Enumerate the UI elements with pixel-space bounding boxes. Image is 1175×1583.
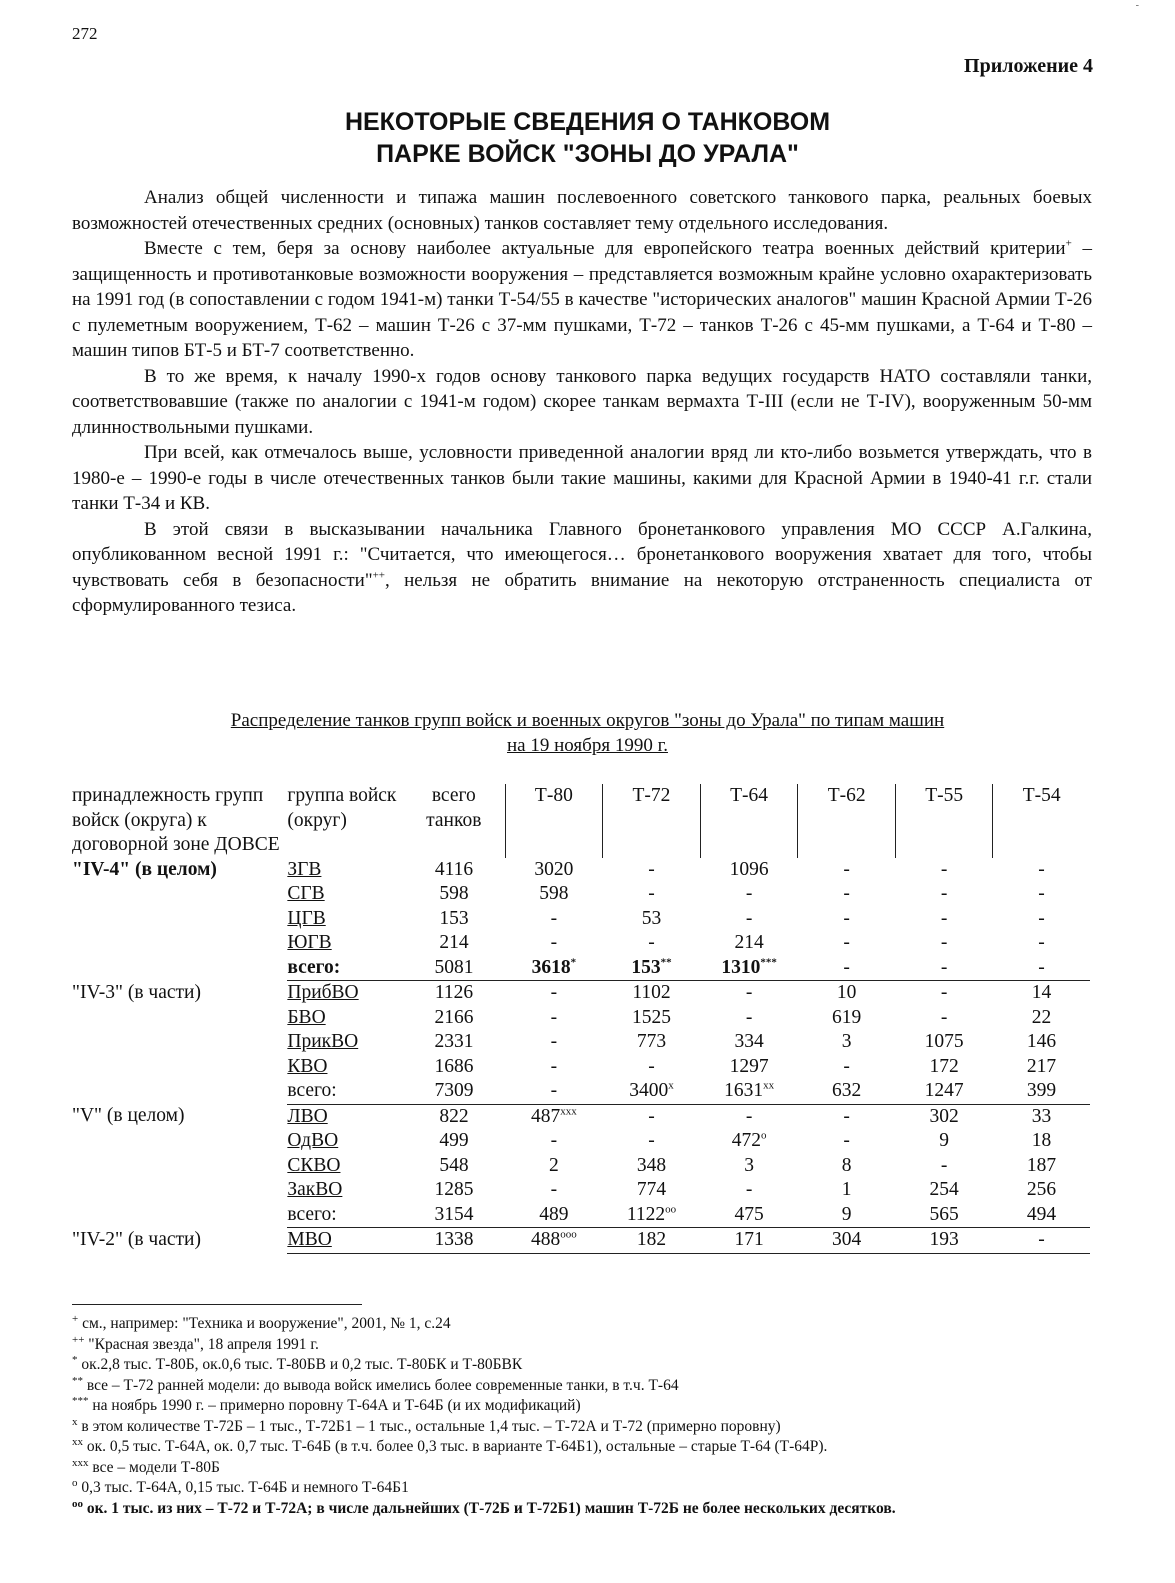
- t72-value: 1102: [632, 982, 671, 1003]
- footnote-text: в этом количестве Т-72Б – 1 тыс., Т-72Б1 – 1 тыс., остальные 1,4 тыс. – Т-72А и Т-72 (примерно поровну): [77, 1417, 781, 1435]
- paragraph-5-text-a: В этой связи в высказывании начальника Главного бронетанкового управления МО СССР А.Галкина, опубликованном весной 1991 г.: "Считается, что имеющегося… бронетанкового вооружения хватает для того, чтобы чувствовать себя в безопасности": [72, 518, 1092, 591]
- group-name: СГВ: [287, 883, 325, 904]
- t55-value: 1247: [895, 1079, 993, 1104]
- t80-value: 3020: [534, 858, 574, 880]
- footnote: [72, 1499, 1112, 1520]
- footnote-text: на ноябрь 1990 г. – примерно поровну Т-64А и Т-64Б (и их модификаций): [88, 1397, 581, 1414]
- t54-value: 14: [1031, 982, 1052, 1003]
- t64-value: 1310***: [700, 956, 798, 981]
- zone-label: [72, 1154, 287, 1179]
- total-value: 153: [439, 907, 469, 929]
- t62-value: 632: [798, 1079, 896, 1104]
- t80-value: -: [550, 932, 558, 953]
- total-value: 5081: [403, 956, 505, 981]
- paragraph-2-text-b: – защищенность и противотанковые возможности вооружения – представляется возможным крайне условно охарактеризовать на 1991 год (в сопоставлении с годом 1941-м) танки Т-54/55 в качестве "исторических аналогов" машин Красной Армии Т-26 с пулеметным вооружением, Т-62 – машин Т-26 с 37-мм пушками, Т-72 – танков Т-26 с 45-мм пушками, а Т-64 и Т-80 – машин типов БТ-5 и БТ-7 соответственно.: [72, 238, 1092, 361]
- zone-label: [72, 1055, 287, 1080]
- t54-value: 22: [1031, 1006, 1052, 1028]
- t54-value: 494: [993, 1203, 1090, 1228]
- t80-value: 487$^{xxx}$: [531, 1105, 577, 1127]
- t54-value: 18: [1031, 1130, 1052, 1151]
- total-value: 7309: [403, 1079, 505, 1104]
- t80-value: -: [550, 1055, 558, 1077]
- group-name: ЛВО: [287, 1105, 328, 1127]
- t72-value: -: [648, 883, 655, 904]
- t80-value: -: [550, 1179, 558, 1200]
- table-sum-row: [72, 1079, 1090, 1104]
- t64-value: 171: [700, 1228, 798, 1254]
- t54-value: -: [993, 956, 1090, 981]
- footnote-text: "Красная звезда", 18 апреля 1991 г.: [84, 1335, 319, 1353]
- t54-value: -: [993, 1228, 1090, 1254]
- t62-value: -: [798, 956, 896, 981]
- header-t62: Т-62: [798, 784, 896, 858]
- zone-label: [72, 1030, 287, 1055]
- group-name: БВО: [287, 1006, 326, 1028]
- header-t54: Т-54: [993, 784, 1090, 858]
- footnote-mark: ***: [72, 1394, 89, 1407]
- zone-label: [72, 1129, 287, 1154]
- t62-value: 9: [798, 1203, 896, 1228]
- group-name: СКВО: [287, 1154, 341, 1176]
- t62-value: 304: [798, 1228, 896, 1254]
- footnote: [72, 1417, 1112, 1438]
- zone-label: [72, 882, 287, 907]
- zone-label: [72, 1178, 287, 1203]
- table-footnote-mark: ***: [760, 956, 777, 968]
- group-name: ЗГВ: [287, 858, 322, 880]
- table-row: [72, 1055, 1090, 1080]
- footnote: [72, 1314, 1112, 1335]
- header-t72: Т-72: [603, 784, 701, 858]
- t72-value: -: [648, 932, 655, 953]
- t55-value: 9: [939, 1130, 950, 1151]
- zone-label: "IV-2" (в части): [72, 1228, 201, 1250]
- t55-value: 172: [929, 1055, 959, 1077]
- footnote-separator: [72, 1304, 362, 1305]
- group-name: МВО: [287, 1228, 403, 1254]
- total-value: 1686: [434, 1055, 474, 1077]
- t80-value: 489: [505, 1203, 603, 1228]
- paragraph-2: [72, 236, 1092, 364]
- footnote-text: 0,3 тыс. Т-64А, 0,15 тыс. Т-64Б и немного Т-64Б1: [77, 1479, 409, 1496]
- header-zone: принадлежность групп войск (округа) к договорной зоне ДОВСЕ: [72, 785, 280, 855]
- table-footnote-mark: x: [668, 1079, 674, 1092]
- table-row: [72, 1228, 1090, 1254]
- footnote-mark: *: [72, 1353, 78, 1366]
- t80-value: -: [550, 1006, 558, 1028]
- footnote-mark: x: [72, 1415, 78, 1428]
- table-footnote-mark: **: [660, 956, 672, 968]
- table-row: [72, 1178, 1090, 1203]
- footnote-mark: ++: [72, 1333, 85, 1346]
- t64-value: -: [745, 907, 753, 929]
- total-value: 2331: [434, 1031, 474, 1052]
- t72-value: 153**: [603, 956, 701, 981]
- table-footnote-mark: oo: [665, 1203, 677, 1215]
- zone-label: [72, 931, 287, 956]
- footnote-ref-plusplus: ++: [372, 569, 385, 582]
- table-caption-line-1: Распределение танков групп войск и военных округов "зоны до Урала" по типам машин: [230, 710, 945, 731]
- page-number: 272: [72, 24, 98, 43]
- footnote-mark: **: [72, 1374, 83, 1387]
- t72-value: 182: [603, 1228, 701, 1254]
- total-label: всего:: [287, 956, 403, 981]
- footnote-mark: xx: [72, 1435, 83, 1448]
- t64-value: -: [745, 1179, 753, 1200]
- zone-label: "IV-3" (в части): [72, 981, 201, 1003]
- total-value: 4116: [434, 858, 474, 880]
- table-caption-line-2: на 19 ноября 1990 г.: [507, 735, 668, 756]
- title-line-1: НЕКОТОРЫЕ СВЕДЕНИЯ О ТАНКОВОМ: [344, 108, 831, 136]
- zone-label: [72, 1203, 287, 1228]
- table-row: [72, 882, 1090, 907]
- t64-value: -: [745, 883, 753, 904]
- table-sum-row: [72, 1203, 1090, 1228]
- table-row: [72, 1104, 1090, 1129]
- t72-value: -: [648, 1105, 655, 1127]
- group-name: ПрибВО: [287, 982, 359, 1003]
- footnote-mark: oo: [72, 1497, 83, 1510]
- table-footnote-mark: *: [570, 956, 577, 968]
- t55-value: 565: [895, 1203, 993, 1228]
- table-header-row: [72, 784, 1090, 858]
- paragraph-5-text-b: , нельзя не обратить внимание на некоторую отстраненность специалиста от сформулированного тезиса.: [72, 569, 1092, 616]
- title-line-2: ПАРКЕ ВОЙСК "ЗОНЫ ДО УРАЛА": [376, 140, 799, 168]
- t55-value: 254: [929, 1179, 959, 1200]
- total-value: 2166: [434, 1006, 474, 1028]
- group-name: ОдВО: [287, 1130, 339, 1151]
- t64-value: 3: [744, 1154, 754, 1176]
- footnote: [72, 1376, 1112, 1397]
- t54-value: 256: [1026, 1179, 1057, 1200]
- footnote-text: все – модели Т-80Б: [88, 1458, 220, 1476]
- t72-value: $1122^{oo}$: [603, 1203, 701, 1228]
- t54-value: 187: [1026, 1154, 1057, 1176]
- t62-value: 8: [841, 1154, 852, 1176]
- t62-value: 3: [841, 1031, 852, 1052]
- zone-label: "IV-4" (в целом): [72, 858, 217, 880]
- footnote: [72, 1396, 1112, 1417]
- total-value: 1338: [403, 1228, 505, 1254]
- group-name: ПрикВО: [287, 1031, 359, 1052]
- header-t55: Т-55: [895, 784, 993, 858]
- t55-value: -: [895, 956, 993, 981]
- t72-value: 774: [636, 1179, 667, 1200]
- t62-value: -: [843, 1055, 850, 1077]
- group-name: ЦГВ: [287, 907, 326, 929]
- t55-value: 302: [929, 1105, 959, 1127]
- table-footnote-mark: o: [760, 1129, 767, 1142]
- footnote-text: ок. 0,5 тыс. Т-64А, ок. 0,7 тыс. Т-64Б (в т.ч. более 0,3 тыс. в варианте Т-64Б1), остальные – старые Т-64 (Т-64Р).: [83, 1438, 828, 1455]
- zone-label: [72, 1079, 287, 1104]
- footnote: [72, 1437, 1112, 1458]
- t55-value: -: [940, 1006, 948, 1028]
- t54-value: -: [1038, 907, 1045, 929]
- table-caption: [0, 708, 1175, 758]
- t55-value: -: [940, 907, 948, 929]
- paragraph-1: Анализ общей численности и типажа машин послевоенного советского танкового парка, реальных боевых возможностей отечественных средних (основных) танков составляет тему отдельного исследования.: [72, 187, 1092, 234]
- t55-value: -: [940, 932, 948, 953]
- tank-distribution-table: [72, 784, 1090, 1254]
- footnote-text: ок.2,8 тыс. Т-80Б, ок.0,6 тыс. Т-80БВ и 0,2 тыс. Т-80БК и Т-80БВК: [77, 1356, 523, 1373]
- total-value: 3154: [403, 1203, 505, 1228]
- table-row: [72, 907, 1090, 932]
- zone-label: [72, 956, 287, 981]
- t72-value: -: [648, 858, 655, 880]
- header-total: всего танков: [426, 785, 482, 831]
- paragraph-3: В то же время, к началу 1990-х годов основу танкового парка ведущих государств НАТО составляли танки, соответствовавшие (также по аналогии с 1941-м годом) скорее танкам вермахта Т-III (если не Т-IV), вооруженным 50-мм длинноствольными пушками.: [72, 365, 1092, 438]
- footnote-text: все – Т-72 ранней модели: до вывода войск имелись более современные танки, в т.ч. Т-64: [83, 1376, 679, 1394]
- t80-value: 598: [539, 883, 569, 904]
- group-name: КВО: [287, 1055, 328, 1077]
- t54-value: -: [1038, 932, 1045, 953]
- t80-value: -: [505, 1079, 603, 1104]
- t80-value: -: [550, 1031, 558, 1052]
- footnote: [72, 1355, 1112, 1376]
- t62-value: -: [843, 932, 850, 953]
- t80-value: -: [550, 907, 558, 929]
- total-value: 1285: [434, 1179, 474, 1200]
- header-t64: Т-64: [700, 784, 798, 858]
- t72-value: 1525: [631, 1006, 671, 1028]
- t62-value: -: [843, 907, 850, 929]
- t55-value: -: [940, 883, 948, 904]
- table-footnote-mark: ooo: [560, 1228, 577, 1241]
- total-label: всего:: [287, 1079, 403, 1104]
- total-value: 548: [439, 1154, 469, 1176]
- page-title: [0, 106, 1175, 170]
- table-row: [72, 1129, 1090, 1154]
- zone-label: [72, 907, 287, 932]
- t55-value: -: [940, 1154, 948, 1176]
- table-footnote-mark: xxx: [560, 1105, 577, 1117]
- total-value: 214: [439, 932, 469, 953]
- footnote: [72, 1335, 1112, 1356]
- t64-value: -: [745, 1006, 753, 1028]
- t72-value: 348: [636, 1154, 667, 1176]
- footnote-mark: xxx: [72, 1456, 89, 1469]
- zone-label: [72, 1006, 287, 1031]
- t72-value: 773: [636, 1031, 667, 1052]
- t62-value: 10: [836, 982, 857, 1003]
- group-name: ЮГВ: [287, 932, 332, 953]
- total-value: 1126: [434, 982, 474, 1003]
- t54-value: 33: [1031, 1105, 1052, 1127]
- footnote: [72, 1458, 1112, 1479]
- t72-value: -: [648, 1055, 655, 1077]
- table-row: [72, 1030, 1090, 1055]
- table-row: [72, 1006, 1090, 1031]
- table-row: [72, 1154, 1090, 1179]
- t80-value: 2: [549, 1154, 559, 1176]
- footnote-text: см., например: "Техника и вооружение", 2001, № 1, с.24: [78, 1315, 451, 1332]
- footnote-ref-plus: +: [1065, 237, 1072, 250]
- t54-value: -: [1038, 858, 1045, 880]
- t55-value: 1075: [924, 1031, 964, 1052]
- t54-value: -: [1038, 883, 1045, 904]
- header-group: группа войск (округ): [287, 785, 397, 831]
- total-value: 499: [439, 1130, 469, 1151]
- t54-value: 399: [993, 1079, 1090, 1104]
- t62-value: -: [843, 1105, 850, 1127]
- t72-value: -: [648, 1130, 655, 1151]
- t80-value: -: [550, 1130, 558, 1151]
- t64-value: -: [745, 982, 753, 1003]
- t54-value: 146: [1026, 1031, 1057, 1052]
- appendix-label: Приложение 4: [964, 55, 1093, 77]
- t64-value: 472$^o$: [731, 1129, 767, 1151]
- footnote-text: ок. 1 тыс. из них – Т-72 и Т-72А; в числе дальнейших (Т-72Б и Т-72Б1) машин Т-72Б не более нескольких десятков.: [83, 1499, 896, 1517]
- total-value: 598: [439, 883, 469, 904]
- t64-value: 1096: [729, 858, 769, 880]
- total-label: всего:: [287, 1203, 403, 1228]
- total-value: 822: [439, 1105, 469, 1127]
- t54-value: 217: [1026, 1055, 1057, 1077]
- t55-value: -: [940, 858, 948, 880]
- t64-value: -: [745, 1105, 753, 1127]
- t64-value: 1631$^{xx}$: [700, 1079, 798, 1104]
- corner-mark: -: [1135, 0, 1139, 11]
- t64-value: 1297: [729, 1055, 769, 1077]
- t64-value: 214: [734, 932, 764, 953]
- t62-value: 619: [832, 1006, 862, 1028]
- t55-value: 193: [895, 1228, 993, 1254]
- t72-value: 3400$^x$: [603, 1079, 701, 1104]
- footnote-mark: +: [72, 1312, 79, 1325]
- t64-value: 475: [700, 1203, 798, 1228]
- group-name: ЗакВО: [287, 1179, 343, 1200]
- table-row: [72, 858, 1090, 883]
- t80-value: 3618*: [505, 956, 603, 981]
- footnotes: [72, 1314, 1112, 1519]
- t64-value: 334: [734, 1031, 764, 1052]
- table-sum-row: [72, 956, 1090, 981]
- t62-value: 1: [841, 1179, 852, 1200]
- footnote-mark: o: [72, 1476, 78, 1489]
- t72-value: 53: [641, 907, 662, 929]
- footnote: [72, 1478, 1112, 1499]
- t80-value: $488^{ooo}$: [505, 1228, 603, 1254]
- t80-value: -: [550, 982, 558, 1003]
- table-row: [72, 981, 1090, 1006]
- body-text: [72, 185, 1092, 619]
- paragraph-5: [72, 517, 1092, 619]
- header-t80: Т-80: [505, 784, 603, 858]
- zone-label: "V" (в целом): [72, 1105, 185, 1126]
- t62-value: -: [843, 883, 850, 904]
- paragraph-4: При всей, как отмечалось выше, условности приведенной аналогии вряд ли кто-либо возьмется утверждать, что в 1980-е – 1990-е годы в числе отечественных танков были такие машины, какими для Красной Армии в 1940-41 г.г. стали танки Т-34 и КВ.: [72, 442, 1092, 514]
- t62-value: -: [843, 858, 850, 880]
- table-footnote-mark: xx: [763, 1079, 775, 1092]
- table-row: [72, 931, 1090, 956]
- t62-value: -: [843, 1130, 850, 1151]
- t55-value: -: [940, 982, 948, 1003]
- paragraph-2-text-a: Вместе с тем, беря за основу наиболее актуальные для европейского театра военных действий критерии: [144, 238, 1066, 259]
